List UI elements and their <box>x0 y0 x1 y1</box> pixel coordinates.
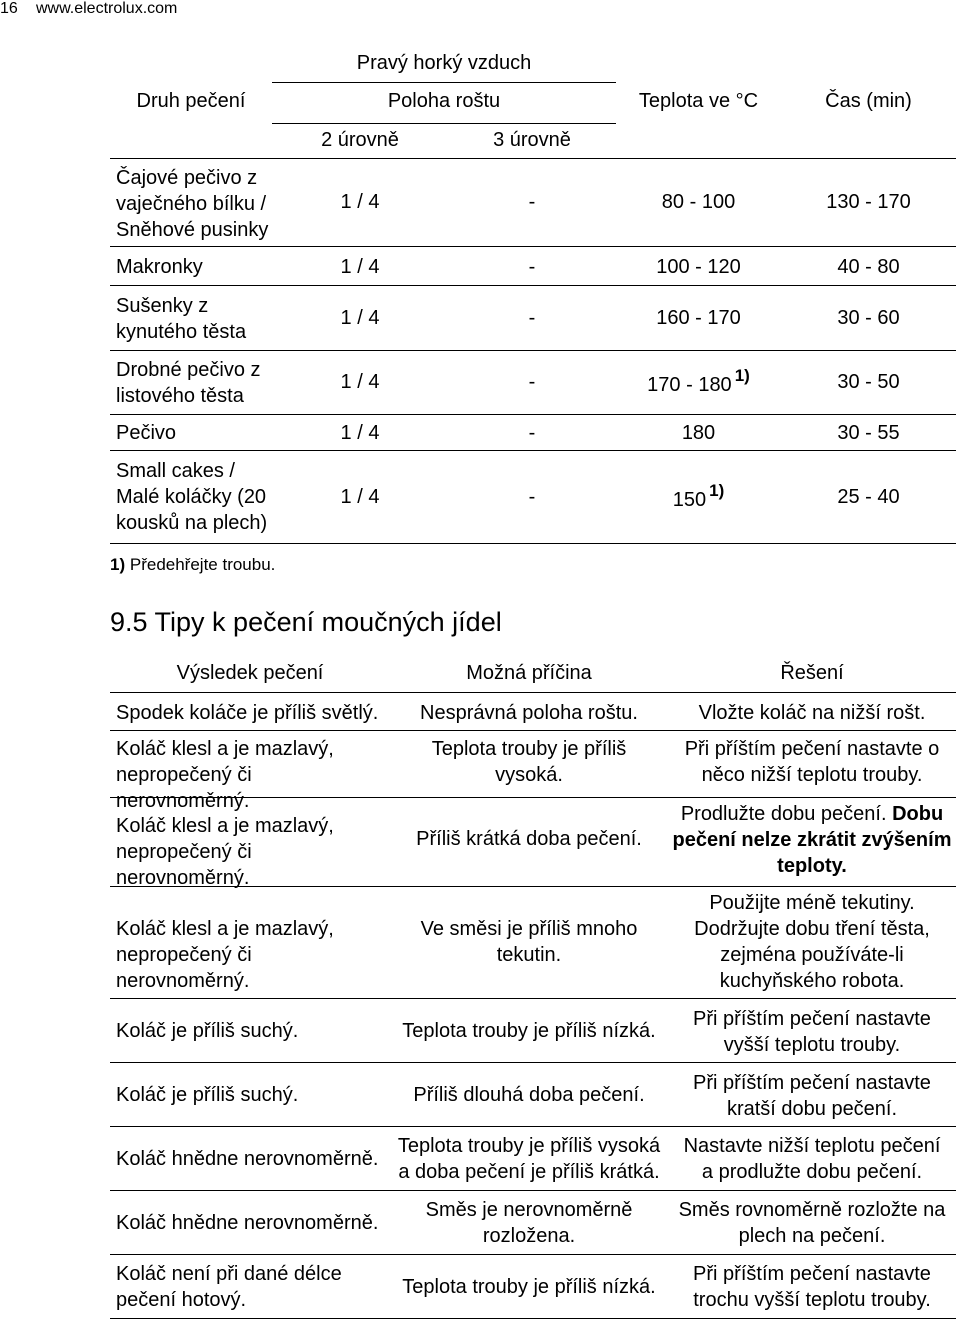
row-level2: 1 / 4 <box>340 256 380 278</box>
cause-cell: Směs je nerovnoměrně rozložena. <box>425 1199 633 1247</box>
group-header: Pravý horký vzduch <box>356 52 532 74</box>
row-temp: 170 - 180 $^{1)}$ <box>647 366 750 396</box>
row-time: 25 - 40 <box>837 486 900 508</box>
row-level3: - <box>528 191 536 213</box>
solution-cell: Použijte méně tekutiny. Dodržujte dobu tření těsta, zejména používáte-li kuchyňského robota. <box>694 892 930 992</box>
solution-cell: Při příštím pečení nastavte trochu vyšší teplotu trouby. <box>693 1263 931 1311</box>
divider <box>110 797 956 798</box>
row-level2: 1 / 4 <box>340 307 380 329</box>
row-level2: 1 / 4 <box>340 371 380 393</box>
solution-cell: Při příštím pečení nastavte vyšší teplotu trouby. <box>693 1008 931 1056</box>
solution-cell: Prodlužte dobu pečení. Dobu pečení nelze zkrátit zvýšením teploty. <box>672 803 952 877</box>
solution-cell: Směs rovnoměrně rozložte na plech na pečení. <box>678 1199 946 1247</box>
row-type: Pečivo <box>116 422 177 444</box>
row-level2: 1 / 4 <box>340 422 380 444</box>
result-cell: Koláč klesl a je mazlavý, nepropečený či nerovnoměrný. <box>116 815 334 889</box>
result-cell: Koláč je příliš suchý. <box>116 1020 299 1042</box>
table-bottom-rule <box>110 543 956 544</box>
row-temp: 160 - 170 <box>656 307 741 329</box>
col-cause-header: Možná příčina <box>466 662 592 684</box>
result-cell: Koláč není při dané délce pečení hotový. <box>116 1263 342 1311</box>
divider <box>110 158 956 159</box>
cause-cell: Nesprávná poloha roštu. <box>420 702 638 724</box>
divider <box>110 1190 956 1191</box>
divider <box>110 450 956 451</box>
page-number: 16 <box>0 0 18 17</box>
row-type: Drobné pečivo z listového těsta <box>116 359 261 407</box>
divider <box>110 730 956 731</box>
divider <box>110 692 956 693</box>
divider <box>110 246 956 247</box>
row-level3: - <box>528 486 536 508</box>
divider <box>110 886 956 887</box>
result-cell: Koláč hnědne nerovnoměrně. <box>116 1212 379 1234</box>
row-time: 30 - 50 <box>837 371 900 393</box>
col-type-header: Druh pečení <box>136 90 246 112</box>
result-cell: Koláč klesl a je mazlavý, nepropečený či nerovnoměrný. <box>116 918 334 992</box>
row-temp: 180 <box>681 422 716 444</box>
cause-cell: Teplota trouby je příliš nízká. <box>402 1020 656 1042</box>
divider <box>110 285 956 286</box>
row-type: Čajové pečivo z vaječného bílku / Sněhové pusinky <box>116 167 269 241</box>
footnote: 1) Předehřejte troubu. <box>110 555 276 574</box>
result-cell: Spodek koláče je příliš světlý. <box>116 702 379 724</box>
footnote-mark: 1) <box>110 555 126 574</box>
section-title: 9.5 Tipy k pečení moučných jídel <box>110 607 502 637</box>
col-2levels-header: 2 úrovně <box>321 129 399 151</box>
col-temp-header: Teplota ve °C <box>638 90 759 112</box>
cause-cell: Ve směsi je příliš mnoho tekutin. <box>420 918 638 966</box>
divider <box>110 350 956 351</box>
result-cell: Koláč je příliš suchý. <box>116 1084 299 1106</box>
divider <box>110 1062 956 1063</box>
row-temp: 150 $^{1)}$ <box>672 481 725 511</box>
col-position-header: Poloha roštu <box>387 90 501 112</box>
row-type: Sušenky z kynutého těsta <box>116 295 247 343</box>
row-type: Small cakes / Malé koláčky (20 kousků na plech) <box>116 460 268 534</box>
row-level3: - <box>528 422 536 444</box>
row-level2: 1 / 4 <box>340 486 380 508</box>
footnote-mark: 1) <box>709 481 725 500</box>
row-time: 130 - 170 <box>826 191 911 213</box>
cause-cell: Teplota trouby je příliš vysoká. <box>431 738 627 786</box>
row-time: 30 - 60 <box>837 307 900 329</box>
col-3levels-header: 3 úrovně <box>493 129 571 151</box>
row-temp: 100 - 120 <box>656 256 741 278</box>
cause-cell: Teplota trouby je příliš nízká. <box>402 1276 656 1298</box>
row-level3: - <box>528 256 536 278</box>
site-url: www.electrolux.com <box>36 0 178 17</box>
row-temp: 80 - 100 <box>661 191 736 213</box>
cause-cell: Příliš dlouhá doba pečení. <box>413 1084 645 1106</box>
divider <box>110 998 956 999</box>
divider <box>110 414 956 415</box>
table-bottom-rule <box>110 1318 956 1319</box>
row-level3: - <box>528 371 536 393</box>
row-level3: - <box>528 307 536 329</box>
result-cell: Koláč klesl a je mazlavý, nepropečený či nerovnoměrný. <box>116 738 334 812</box>
solution-cell: Při příštím pečení nastavte o něco nižší teplotu trouby. <box>684 738 940 786</box>
col-time-header: Čas (min) <box>825 90 912 112</box>
cause-cell: Teplota trouby je příliš vysoká a doba pečení je příliš krátká. <box>397 1135 661 1183</box>
row-level2: 1 / 4 <box>340 191 380 213</box>
solution-cell: Vložte koláč na nižší rošt. <box>698 702 926 724</box>
solution-cell: Nastavte nižší teplotu pečení a prodlužte dobu pečení. <box>683 1135 941 1183</box>
col-result-header: Výsledek pečení <box>176 662 324 684</box>
col-solution-header: Řešení <box>780 662 844 684</box>
solution-cell: Při příštím pečení nastavte kratší dobu pečení. <box>693 1072 931 1120</box>
row-time: 40 - 80 <box>837 256 900 278</box>
divider <box>110 1126 956 1127</box>
solution-warning: Dobu pečení nelze zkrátit zvýšením teploty. <box>672 803 952 877</box>
divider <box>272 123 616 124</box>
result-cell: Koláč hnědne nerovnoměrně. <box>116 1148 379 1170</box>
divider <box>272 82 616 83</box>
row-type: Makronky <box>116 256 203 278</box>
cause-cell: Příliš krátká doba pečení. <box>416 828 642 850</box>
divider <box>110 1254 956 1255</box>
row-time: 30 - 55 <box>837 422 900 444</box>
footnote-mark: 1) <box>734 366 750 385</box>
